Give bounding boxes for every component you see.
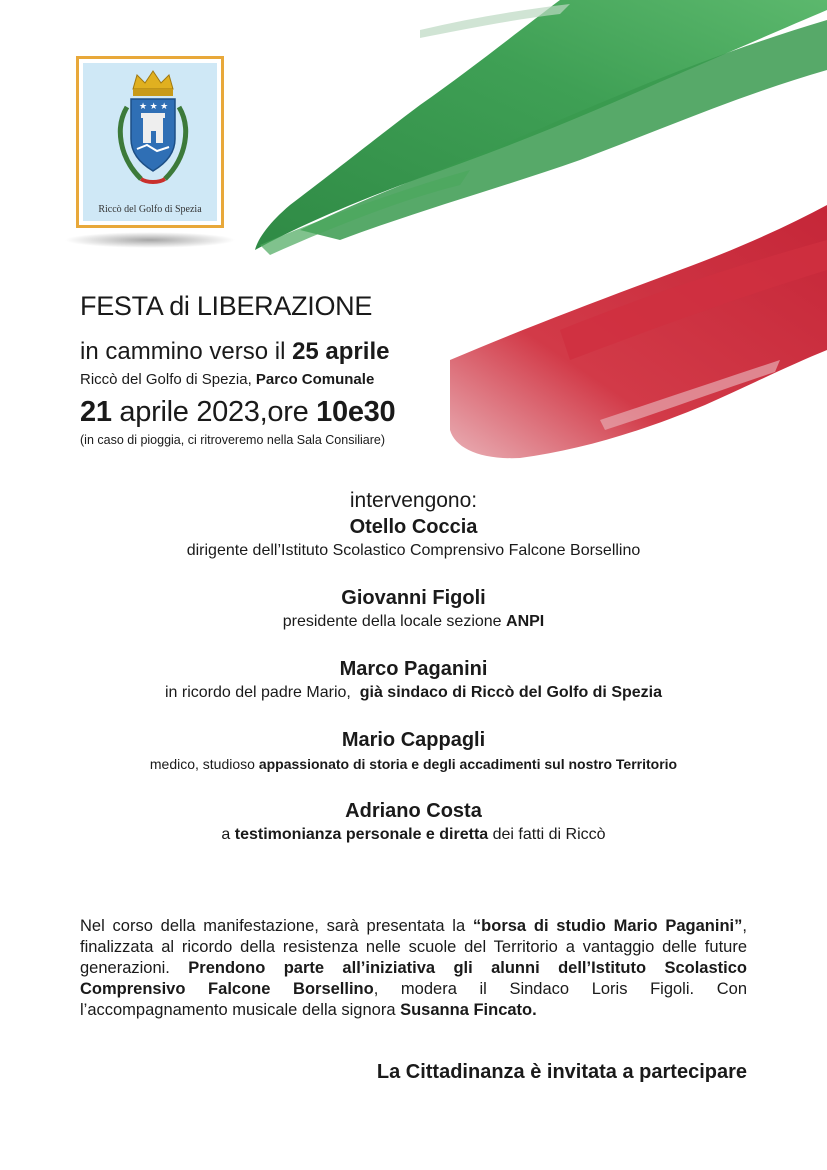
event-title: FESTA di LIBERAZIONE bbox=[80, 291, 373, 321]
speakers-section bbox=[80, 488, 747, 846]
municipal-crest bbox=[76, 56, 224, 228]
coat-of-arms-icon bbox=[97, 67, 209, 207]
crest-shadow bbox=[64, 232, 236, 248]
event-description: Nel corso della manifestazione, sarà presentata la “borsa di studio Mario Paganini”, finalizzata al ricordo della resistenza nelle scuole del Territorio a vantaggio delle future generazioni. Prendono parte all’iniziativa gli alunni dell’Istituto Scolastico Comprensivo Falcone Borsellino, modera il Sindaco Loris Figoli. Con l’accompagnamento musicale della signora Susanna Fincato. bbox=[80, 917, 747, 1019]
event-location: Riccò del Golfo di Spezia, Parco Comunale bbox=[80, 371, 375, 388]
svg-text:★ ★ ★: ★ ★ ★ bbox=[139, 101, 169, 111]
closing-invitation: La Cittadinanza è invitata a partecipare bbox=[376, 1061, 747, 1083]
speaker-name: Adriano Costa bbox=[345, 800, 482, 822]
event-subtitle: in cammino verso il 25 aprile bbox=[80, 338, 390, 365]
speaker-name: Marco Paganini bbox=[339, 658, 488, 680]
speaker-name: Mario Cappagli bbox=[341, 729, 486, 751]
speaker-name: Otello Coccia bbox=[349, 516, 478, 538]
speaker-role: medico, studioso appassionato di storia e degli accadimenti sul nostro Territorio bbox=[149, 756, 678, 772]
event-date: 21 aprile 2023,ore 10e30 bbox=[80, 396, 396, 428]
speakers-intro: intervengono: bbox=[349, 489, 478, 512]
speaker-role: dirigente dell’Istituto Scolastico Comprensivo Falcone Borsellino bbox=[186, 542, 641, 559]
speaker-role: presidente della locale sezione ANPI bbox=[282, 613, 545, 630]
crest-caption: Riccò del Golfo di Spezia bbox=[98, 204, 202, 215]
speaker-role: a testimonianza personale e diretta dei fatti di Riccò bbox=[221, 826, 606, 843]
speaker-role: in ricordo del padre Mario, già sindaco di Riccò del Golfo di Spezia bbox=[164, 684, 663, 701]
speaker-name: Giovanni Figoli bbox=[341, 587, 486, 609]
rain-note: (in caso di pioggia, ci ritroveremo nella Sala Consiliare) bbox=[80, 433, 385, 447]
